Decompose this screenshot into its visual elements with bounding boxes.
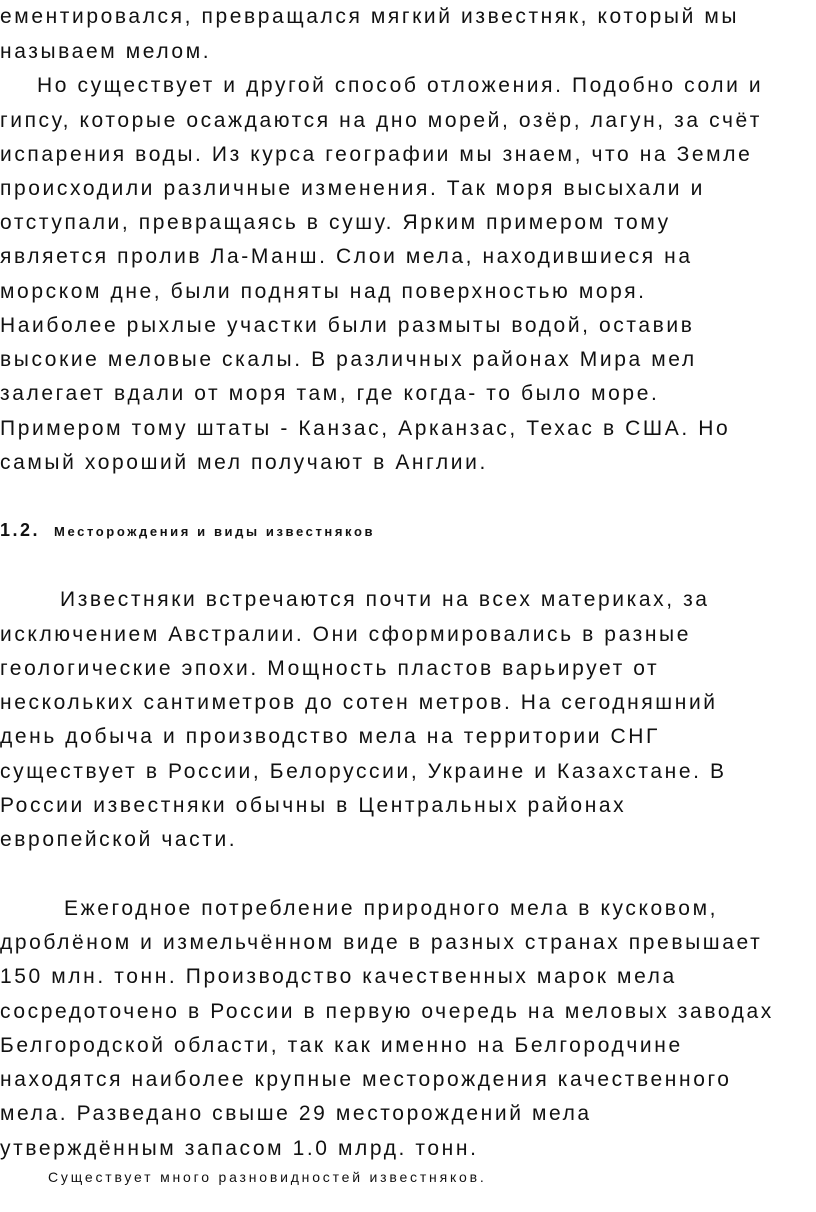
paragraph-4-line-6: находятся наиболее крупные месторождения качественного (0, 1068, 732, 1091)
paragraph-2-line-6: является пролив Ла-Манш. Слои мела, находившиеся на (0, 245, 693, 268)
paragraph-4-line-3: 150 млн. тонн. Производство качественных марок мела (0, 965, 677, 988)
paragraph-3-line-1: Известняки встречаются почти на всех материках, за (60, 588, 710, 611)
paragraph-3-line-6: существует в России, Белоруссии, Украине и Казахстане. В (0, 760, 727, 783)
paragraph-3-line-4: нескольких сантиметров до сотен метров. На сегодняшний (0, 691, 718, 714)
paragraph-1-line-2: называем мелом. (0, 40, 212, 63)
paragraph-3-line-7: России известняки обычны в Центральных районах (0, 794, 627, 817)
paragraph-3-line-8: европейской части. (0, 828, 238, 851)
paragraph-3-line-5: день добыча и производство мела на территории СНГ (0, 725, 660, 748)
paragraph-2-line-8: Наиболее рыхлые участки были размыты водой, оставив (0, 314, 695, 337)
footer-line: Существует много разновидностей известняков. (48, 1169, 487, 1185)
section-title: Месторождения и виды известняков (54, 524, 376, 539)
paragraph-4-line-7: мела. Разведано свыше 29 месторождений мела (0, 1102, 592, 1125)
section-heading (0, 521, 375, 540)
paragraph-2-line-9: высокие меловые скалы. В различных районах Мира мел (0, 348, 697, 371)
paragraph-2-line-5: отступали, превращаясь в сушу. Ярким примером тому (0, 211, 671, 234)
paragraph-1-line-1: ементировался, превращался мягкий известняк, который мы (0, 5, 740, 28)
paragraph-4-line-2: дроблёном и измельчённом виде в разных странах превышает (0, 931, 763, 954)
paragraph-3-line-2: исключением Австралии. Они сформировались в разные (0, 623, 692, 646)
paragraph-2-line-7: морском дне, были подняты над поверхностью моря. (0, 280, 647, 303)
paragraph-2-line-2: гипсу, которые осаждаются на дно морей, озёр, лагун, за счёт (0, 109, 762, 132)
paragraph-3-line-3: геологические эпохи. Мощность пластов варьирует от (0, 657, 660, 680)
paragraph-4-line-5: Белгородской области, так как именно на Белгородчине (0, 1034, 683, 1057)
paragraph-2-line-11: Примером тому штаты - Канзас, Арканзас, Техас в США. Но (0, 417, 731, 440)
paragraph-4-line-4: сосредоточено в России в первую очередь на меловых заводах (0, 1000, 774, 1023)
paragraph-4-line-8: утверждённым запасом 1.0 млрд. тонн. (0, 1137, 479, 1160)
paragraph-2-line-1: Но существует и другой способ отложения. Подобно соли и (37, 74, 764, 97)
paragraph-4-line-1: Ежегодное потребление природного мела в кусковом, (64, 897, 719, 920)
section-number: 1.2. (0, 520, 41, 540)
paragraph-2-line-10: залегает вдали от моря там, где когда- то было море. (0, 382, 660, 405)
paragraph-2-line-12: самый хороший мел получают в Англии. (0, 451, 488, 474)
paragraph-2-line-3: испарения воды. Из курса географии мы знаем, что на Земле (0, 143, 753, 166)
paragraph-2-line-4: происходили различные изменения. Так моря высыхали и (0, 177, 705, 200)
